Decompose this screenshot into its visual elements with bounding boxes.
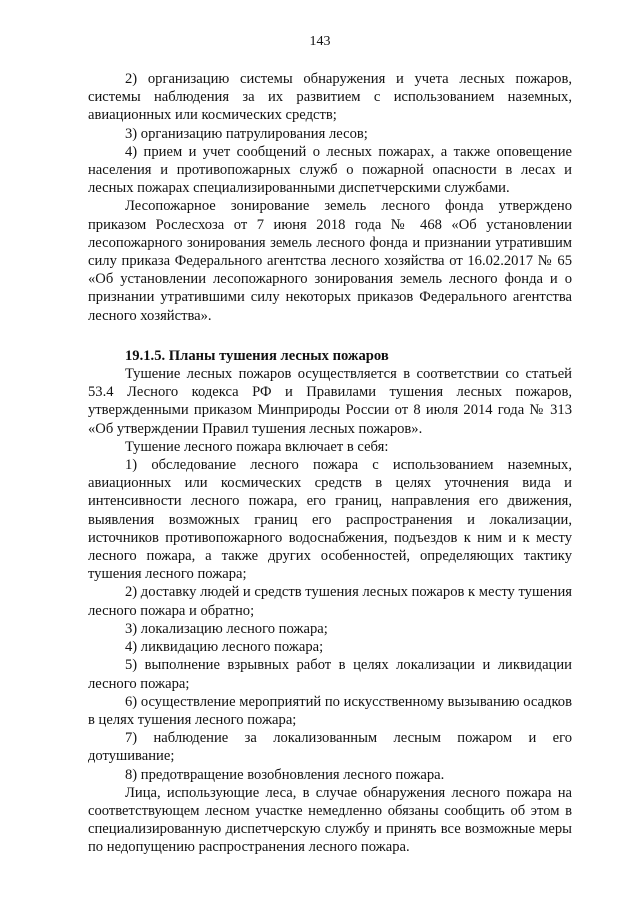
includes-paragraph: Тушение лесного пожара включает в себя: [125,438,389,455]
firefighting-paragraph: Тушение лесных пожаров осуществляется в соответствии со статьей 53.4 Лесного кодекса РФ и Правилами тушения лесных пожаров, утвержденными приказом Минприроды России от 8 июля 2014 года № 313 «Об утверждении Правил тушения лесных пожаров». [88,366,572,437]
step-6: 6) осуществление мероприятий по искусственному вызыванию осадков в целях тушения лесного пожара; [88,693,572,728]
step-7: 7) наблюдение за локализованным лесным пожаром и его дотушивание; [88,730,572,765]
step-5: 5) выполнение взрывных работ в целях локализации и ликвидации лесного пожара; [88,657,572,692]
section-heading: 19.1.5. Планы тушения лесных пожаров [125,347,389,364]
step-8: 8) предотвращение возобновления лесного пожара. [125,766,445,783]
list-item-3: 3) организацию патрулирования лесов; [125,125,368,142]
list-item-4: 4) прием и учет сообщений о лесных пожарах, а также оповещение населения и противопожарных служб о пожарной опасности в лесах и лесных пожарах специализированными диспетчерскими службами. [88,143,572,197]
step-3: 3) локализацию лесного пожара; [125,620,328,637]
step-2: 2) доставку людей и средств тушения лесных пожаров к месту тушения лесного пожара и обратно; [88,584,572,619]
document-body [88,70,572,857]
step-1: 1) обследование лесного пожара с использованием наземных, авиационных или космических средств в целях уточнения вида и интенсивности лесного пожара, его границ, направления его движения, выявления возможных границ его распространения и локализации, источников противопожарного водоснабжения, подъездов к ним и к месту лесного пожара, а также других особенностей, определяющих тактику тушения лесного пожара; [88,457,572,583]
zoning-paragraph: Лесопожарное зонирование земель лесного фонда утверждено приказом Рослесхоза от 7 июня 2018 года № 468 «Об установлении лесопожарного зонирования земель лесного фонда и признании утратившим силу приказа Федерального агентства лесного хозяйства от 16.02.2017 № 65 «Об установлении лесопожарного зонирования земель лесного фонда и о признании утратившими силу некоторых приказов Федерального агентства лесного хозяйства». [88,198,572,324]
obligations-paragraph: Лица, использующие леса, в случае обнаружения лесного пожара на соответствующем лесном участке немедленно обязаны сообщить об этом в специализированную диспетчерскую службу и принять все возможные меры по недопущению распространения лесного пожара. [88,784,572,856]
page-number: 143 [309,34,331,49]
list-item-2: 2) организацию системы обнаружения и учета лесных пожаров, системы наблюдения за их развитием с использованием наземных, авиационных или космических средств; [88,71,572,124]
step-4: 4) ликвидацию лесного пожара; [125,639,324,656]
